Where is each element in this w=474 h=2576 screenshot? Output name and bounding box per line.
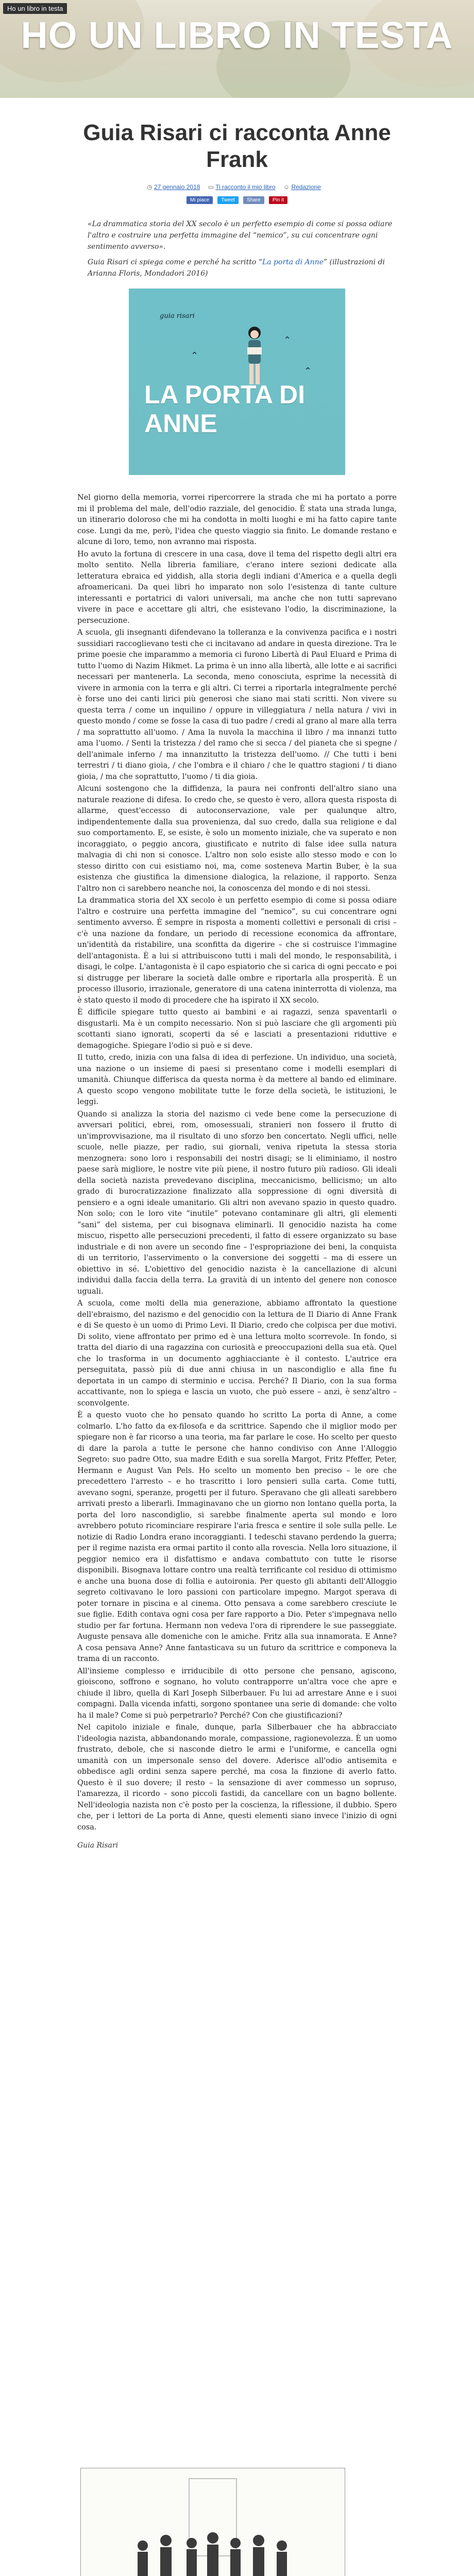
book-cover-image [129,289,345,475]
post-title: Guia Risari ci racconta Anne Frank [83,120,391,172]
article-paragraph: La drammatica storia del XX secolo è un perfetto esempio di come si possa odiare l'altro e costruire una perfetta immagine del “nemico”, su cui concentrare ogni sentimento avverso. È sempre in risposta a momenti collettivi e personali di crisi – c'è una nazione da fondare, un periodo di recessione economica da affrontare, un'identità da ristabilire, una sconfitta da digerire – che si costruisce l'immagine dell'antagonista. È a lui si attribuiscono tutti i mali del mondo, le responsabilità, i disagi, le colpe. L'antagonista è il capo espiatorio che si carica di ogni peccato e poi si distrugge per liberare la società dalle ombre e riportarla alla prosperità. È un processo illusorio, irrazionale, generatore di una catena ininterrotta di violenza, ma è stato questo il modo di procedere che ha ispirato il XX secolo. [77,896,397,1005]
pin-it-button[interactable]: Pin it [269,196,287,204]
post-meta [77,183,397,191]
article-paragraph: A scuola, gli insegnanti difendevano la tolleranza e la convivenza pacifica e i nostri sussidiari raccoglievano testi che ci incitavano ad andare in questa direzione. Tra le prime poesie che imparammo a memoria ci furono Libertà di Paul Eluard e Prima di tutto l'uomo di Nazim Hikmet. La prima è un inno alla libertà, alle lotte e ai sacrifici necessari per mantenerla. La seconda, meno conosciuta, esprime la necessità di vivere in armonia con la terra e gli altri. Ci terrei a riportarla integralmente perché è forse uno dei canti lirici più generosi che siano mai stati scritti. Non vivere su questa terra / come un inquilino / oppure in villeggiatura / nella natura / vivi in questo mondo / come se fosse la casa di tuo padre / credi al grano al mare alla terra / ma soprattutto all'uomo. / Ama la nuvola la macchina il libro / ma innanzi tutto ama l'uomo. / Senti la tristezza / del ramo che si secca / del pianeta che si spegne / dell'animale inferno / ma innanzitutto la tristezza dell'uomo. // Che tutti i beni terrestri / ti diano gioia, / che l'ombra e il chiaro / che le quattro stagioni / ti diano gioia, / ma che soprattutto, l'uomo / ti dia gioia. [77,629,397,781]
article-paragraph: Ho avuto la fortuna di crescere in una casa, dove il tema del rispetto degli altri era molto sentito. Nella libreria familiare, c'erano intere sezioni dedicate alla letteratura ebraica ed yiddish, alla storia degli indiani d'America e a quella degli afroamericani. Da quei libri ho imparato non solo l'esistenza di tante culture interessanti e portatrici di valori universali, ma anche che non tutti saprevano vivere in pace e accettare gli altri, che esistevano l'odio, la discriminazione, la persecuzione. [77,550,397,625]
quote-text: «La drammatica storia del XX secolo è un perfetto esempio di come si possa odiare l'altro e costruire una perfetta immagine del “nemico”, su cui concentrare ogni sentimento avverso». [88,220,393,251]
cover-title: LA PORTA DI ANNE [144,380,306,438]
book-link[interactable]: La porta di Anne [262,258,324,266]
post-category-link[interactable]: Ti racconto il mio libro [215,183,276,191]
article-paragraph: Quando si analizza la storia del nazismo ci vede bene come la persecuzione di avversari politici, ebrei, rom, omosessuali, stranieri non fossero il frutto di un'improvvisazione, ma il risultato di uno sforzo ben concertato. Negli uffici, nelle scuole, nelle piazze, per radio, sui giornali, veniva ripetuta la stessa storia menzognera: sono loro i responsabili dei nostri disagi; se li eliminiamo, il nostro paese sarà migliore, le nostre vite più piene, il nostro futuro più radioso. Gli ideali della società nazista prevedevano disciplina, meccanicismo, bellicismo; un alto grado di burocratizzazione finalizzato alla soppressione di ogni diversità di pensiero e a ogni ideale umanitario. Gli altri non avevano spazio in questo quadro. Non solo; con le loro vite “inutile” potevano contaminare gli altri, gli elementi “sani” del sistema, per cui bisognava eliminarli. Il genocidio nazista ha come miscuo, rispetto alle persecuzioni precedenti, il fatto di essere organizzato su base industriale e di non avere un secondo fine – l'espropriazione dei beni, la conquista di un territorio, l'asservimento o la conversione dei soggetti – ma di essere un obiettivo in sé. L'obiettivo del genocidio nazista è la cancellazione di alcuni individui dalla faccia della terra. La gravità di un intento del genere non conosce uguali. [77,1110,397,1296]
book-illustration-image [80,2468,345,2576]
article-paragraph: Alcuni sostengono che la diffidenza, la paura nei confronti dell'altro siano una naturale reazione di difesa. Io credo che, se questo è vero, allora questa risposta di allarme, quest'eccesso di autoconservazione, vale per qualunque altro, indipendentemente dalla sua provenienza, dal suo credo, dalla sua religione e dal suo comportamento. E, se esiste, è solo un momento iniziale, che va superato e non incoraggiato, o peggio ancora, giustificato e nutrito di false idee sulla natura malvagia di chi non si conosce. L'altro non solo esiste allo stesso modo e con lo stesso diritto con cui esistiamo noi, ma, come sosteneva Martin Buber, è la sua esistenza che giustifica la dimensione dialogica, la relazione, il rapporto. Senza l'altro non ci sarebbero neanche noi, la conoscenza del mondo e di noi stessi. [77,785,397,893]
article-paragraph: All'insieme complesso e irriducibile di otto persone che pensano, agiscono, gioiscono, soffrono e sognano, ho voluto contrapporre un'altra voce che apre e chiude il libro, quella di Karl Joseph Silberbauer. Fu lui ad arrestare Anne e i suoi compagni. Dalla vicenda infatti, sorgono spontanee una serie di domande: che volto ha il male? Come si può perpetrarlo? Perché? Con che giustificazioni? [77,1667,397,1720]
site-header [0,0,474,98]
user-icon: ☺ [283,183,290,191]
post-date-link[interactable]: 27 gennaio 2018 [154,183,200,191]
quote-attribution-suffix: (illustrazioni di Arianna Floris, Mondadori 2016) [88,258,385,278]
article-paragraph: Nel capitolo iniziale e finale, dunque, parla Silberbauer che ha abbracciato l'ideologia nazista, abbandonando morale, compassione, ragionevolezza. È un uomo frustrato, debole, che si nasconde dietro le armi e l'uniforme, e cancella ogni umanità con un impersonale senso del dovere. Aderisce all'odio antisemita e obbedisce agli ordini senza sapere perché, ma cosa la finzione di averlo fatto. Questo è il suo dovere; il resto – la sensazione di aver commesso un sopruso, l'amarezza, il ricordo – sono piccoli fastidi, da cancellare con un bagno bollente. Nell'ideologia nazista non c'è posto per la coscienza, la riflessione, il dubbio. Spero che, per i lettori de La porta di Anne, questi elementi siano invece l'inizio di ogni cosa. [77,1723,397,1832]
bird-icon: ⌃ [283,335,292,346]
quote-attribution: Guia Risari ci spiega come e perché ha scritto “La porta di Anne” (illustrazioni di Arianna Floris, Mondadori 2016) [88,258,385,278]
post-content [77,120,397,1850]
window-tab-title: Ho un libro in testa [3,3,67,14]
bird-icon: ⌃ [191,350,199,361]
quote-attribution-prefix: Guia Risari ci spiega come e perché ha scritto [88,258,259,266]
article-paragraph: È difficile spiegare tutto questo ai bambini e ai ragazzi, senza spaventarli o disgustarli. Ma è un compito necessario. Non si può lasciare che gli argomenti più scottanti siano ignorati, scoperti da sé e lasciati a presentazioni riduttive e demagogiche. Spiegare l'odio si può e si deve. [77,1008,397,1050]
article-paragraph: A scuola, come molti della mia generazione, abbiamo affrontato la questione dell'ebraismo, del nazismo e del genocidio con la lettura de Il Diario di Anne Frank e di Se questo è un uomo di Primo Levi. Il Diario, credo che colpisca per due motivi. Di solito, viene affrontato per primo ed è una lettura molto scorrevole. In fondo, si tratta del diario di una ragazzina con curiosità e preoccupazioni della sua età. Quel che lo trasforma in un documento agghiacciante è il contesto. L'autrice era perseguitata, passò più di due anni chiusa in un nascondiglio e alla fine fu deportata in un campo di sterminio e uccisa. Perché? Il Diario, con la sua forma accattivante, non lo spiega e lascia un vuoto, che può essere – anzi, è senz'altro – sconvolgente. [77,1299,397,1408]
tweet-button[interactable]: Tweet [217,196,239,204]
article-paragraph: Nel giorno della memoria, vorrei ripercorrere la strada che mi ha portato a porre mi il problema del male, dell'odio razziale, del genocidio. È stata una strada lunga, un itinerario doloroso che mi ha condotta in molti luoghi e mi ha fatto capire tante cose. Lungi da me, però, l'idea che questo viaggio sia finito. Le domande restano e alcune di loro, temo, non avranno mai risposta. [77,494,397,546]
folder-icon: ▭ [208,183,214,191]
share-button[interactable]: Share [243,196,264,204]
calendar-icon: ◷ [147,183,153,191]
share-bar [77,194,397,204]
author-signature: Guia Risari [77,1841,118,1850]
facebook-like-button[interactable]: Mi piace [187,196,213,204]
site-title[interactable]: HO UN LIBRO IN TESTA [21,15,453,56]
cover-author: guia risari [160,312,195,320]
article-body [77,493,397,1833]
bird-icon: ⌃ [304,366,312,377]
post-author-link[interactable]: Redazione [291,183,321,191]
intro-quote [88,218,397,279]
article-paragraph: È a questo vuoto che ho pensato quando ho scritto La porta di Anne, a come colmarlo. L'ho fatto da ex-filosofa e da scrittrice. Sapendo che il miglior modo per spiegare non è far ricorso a una teoria, ma far parlare le cose. Ho scelto per questo di dare la parola a tutte le persone che hanno condiviso con Anne l'Alloggio Segreto: suo padre Otto, sua madre Edith e sua sorella Margot, Fritz Pfeffer, Peter, Hermann e August Van Pels. Ho scelto un momento ben preciso – le ore che precedettero l'arresto – e ho trascritto i loro pensieri sulla carta. Come tutti, avevano sogni, speranze, progetti per il futuro. Speravano che gli alleati sarebbero arrivati presto a liberarli. Immaginavano che un giorno non lontano quella porta, la porta del loro nascondiglio, si sarebbe finalmente aperta sul mondo e loro avrebbero potuto ricominciare respirare l'aria fresca e sentire il sole sulla pelle. Le notizie di Radio Londra erano incoraggianti. I tedeschi stavano perdendo la guerra; per il regime nazista era ormai partito il conto alla rovescia. Nella loro situazione, il peggior nemico era il disfattismo e andava combattuto con tutte le risorse disponibili. Bisognava lottare contro una realtà terrificante col residuo di ottimismo e anche una buona dose di follia e autoironia. Per questo gli abitanti dell'Alloggio segreto coltivavano le loro passioni con particolare impegno. Margot sperava di poter tornare in piscina e al cinema. Otto pensava a come sarebbero cresciute le sue figlie. Edith contava ogni cosa per fare rapporto a Dio. Peter s'impegnava nello studio per far fortuna. Hermann non vedeva l'ora di riprendere le sue passeggiate. Auguste pensava alle domeniche con le amiche. Fritz alla sua innamorata. E Anne? A cosa pensava Anne? Anne fantasticava su un futuro da scrittrice e componeva la trama di un racconto. [77,1411,397,1663]
illustration-drawing [81,2468,345,2576]
article-paragraph: Il tutto, credo, inizia con una falsa di idea di perfezione. Un individuo, una società, una nazione o un insieme di paesi si presentano come i modelli esemplari di umanità. Chiunque differisca da questa norma è da mettere al bando ed eliminare. A questo scopo vengono mobilitate tutte le forze della società, le istituzioni, le leggi. [77,1054,397,1106]
